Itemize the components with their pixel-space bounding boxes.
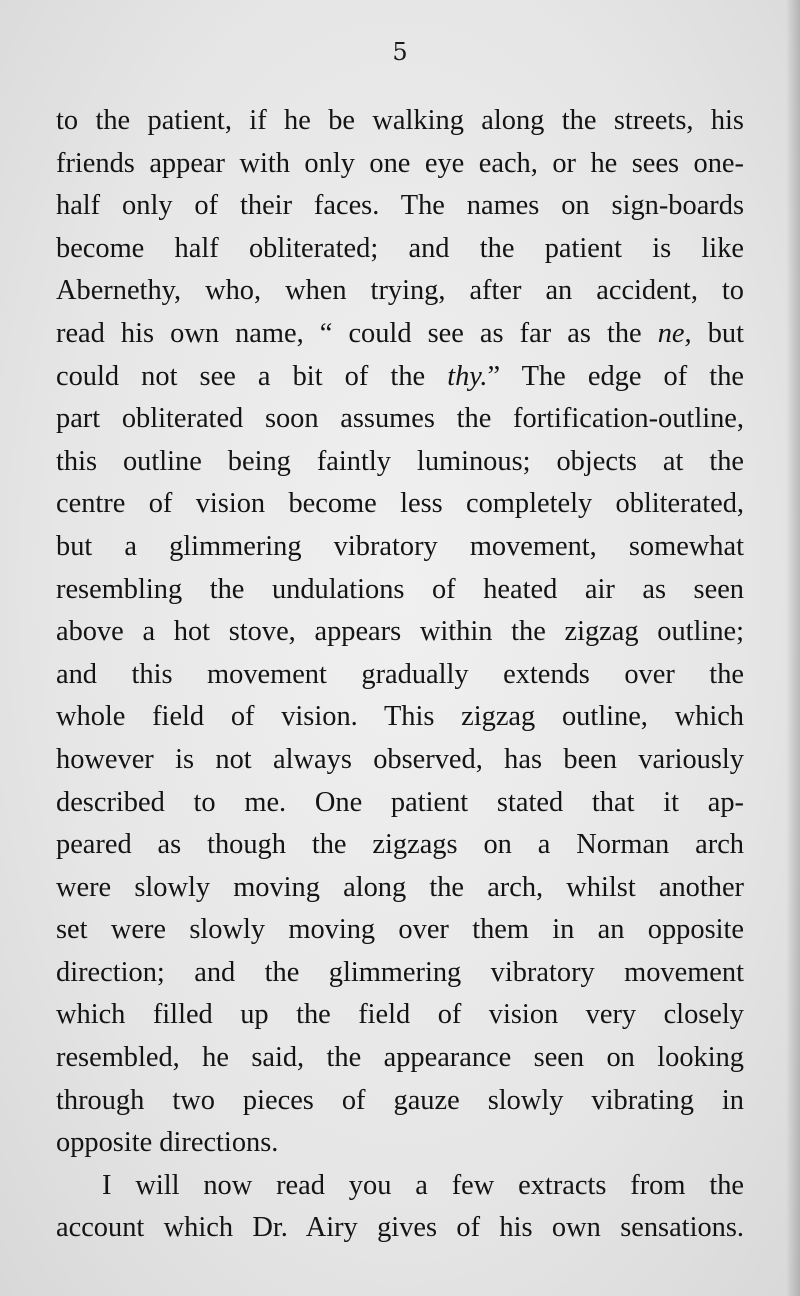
text-line: however is not always observed, has been variously	[56, 743, 744, 775]
text-segment: read his own name, “ could see as far as the	[56, 317, 658, 349]
text-line: half only of their faces. The names on sign-boards	[56, 190, 744, 222]
text-line: centre of vision become less completely obliterated,	[56, 488, 744, 520]
italic-word: ne,	[657, 317, 692, 349]
italic-word: thy.	[447, 360, 488, 392]
text-segment: could not see a bit of the	[56, 360, 448, 392]
text-line	[56, 356, 744, 399]
text-line: were slowly moving along the arch, whilst another	[56, 871, 744, 903]
text-line: but a glimmering vibratory movement, somewhat	[56, 530, 744, 562]
text-line: direction; and the glimmering vibratory movement	[56, 956, 744, 988]
page-edge-shadow	[786, 0, 800, 1296]
text-line: whole field of vision. This zigzag outline, which	[56, 701, 744, 733]
text-line: peared as though the zigzags on a Norman arch	[56, 829, 744, 861]
text-line: set were slowly moving over them in an opposite	[56, 914, 744, 946]
text-line: account which Dr. Airy gives of his own sensations.	[56, 1212, 744, 1244]
page-number: 5	[392, 38, 408, 66]
text-line: Abernethy, who, when trying, after an accident, to	[56, 275, 744, 307]
body-text	[56, 100, 744, 1250]
text-line: through two pieces of gauze slowly vibrating in	[56, 1084, 744, 1116]
text-line: I will now read you a few extracts from the	[102, 1169, 744, 1201]
text-line: friends appear with only one eye each, or he sees one-	[56, 147, 744, 179]
text-line	[56, 313, 744, 356]
text-line: described to me. One patient stated that it ap-	[56, 786, 744, 818]
text-line: to the patient, if he be walking along the streets, his	[56, 105, 744, 136]
text-line: this outline being faintly luminous; objects at the	[56, 445, 744, 477]
text-line: above a hot stove, appears within the zigzag outline;	[56, 616, 744, 648]
text-line: resembling the undulations of heated air as seen	[56, 573, 744, 605]
text-segment: but	[691, 317, 744, 349]
text-segment: ” The edge of the	[487, 360, 744, 392]
text-line: resembled, he said, the appearance seen on looking	[56, 1042, 744, 1074]
text-line: which filled up the field of vision very closely	[56, 999, 744, 1031]
text-line: part obliterated soon assumes the fortification-outline,	[56, 403, 744, 435]
text-line: opposite directions.	[56, 1127, 279, 1159]
text-line: become half obliterated; and the patient is like	[56, 232, 744, 264]
text-line: and this movement gradually extends over the	[56, 658, 744, 690]
